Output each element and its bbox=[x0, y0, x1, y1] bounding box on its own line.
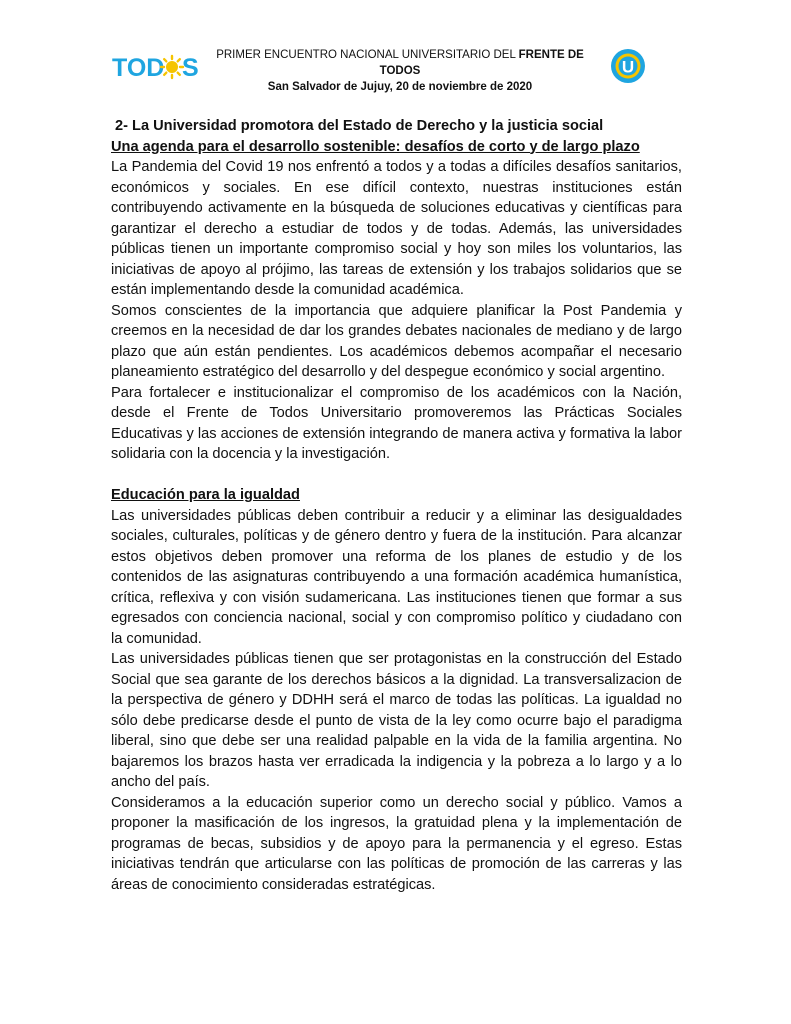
paragraph: Somos conscientes de la importancia que adquiere planificar la Post Pandemia y creemos en la necesidad de dar los grandes debates nacionales de mediano y de largo plazo que aún están pendientes. Los académicos debemos acompañar el necesario planeamiento estratégico del desarrollo y del despegue económico y social argentino. bbox=[111, 302, 682, 380]
document-body bbox=[111, 116, 682, 895]
page-header bbox=[0, 0, 791, 100]
event-date-place: San Salvador de Jujuy, 20 de noviembre de 2020 bbox=[267, 81, 533, 93]
header-title bbox=[200, 47, 600, 95]
paragraph: La Pandemia del Covid 19 nos enfrentó a todos y a todas a difíciles desafíos sanitarios, económicos y sociales. En ese difícil contexto, nuestras instituciones están contribuyendo activamente en la búsqueda de soluciones educativas y científicas para garantizar el derecho a estudiar de todos y de todas. Además, las universidades públicas tienen un importante compromiso social y hoy son miles los voluntarios, las iniciativas de apoyo al prójimo, las tareas de extensión y los trabajos solidarios que se están implementando desde la comunidad académica. bbox=[111, 159, 682, 298]
event-title bbox=[200, 47, 600, 79]
svg-text:TOD: TOD bbox=[112, 54, 165, 82]
svg-text:S: S bbox=[182, 54, 199, 82]
subheading-education-equality: Educación para la igualdad bbox=[111, 487, 300, 503]
frente-de-todos-logo bbox=[112, 50, 197, 82]
subheading-sustainable-agenda: Una agenda para el desarrollo sostenible: desafíos de corto y de largo plazo bbox=[111, 138, 640, 155]
svg-text:U: U bbox=[621, 57, 635, 77]
paragraph: Las universidades públicas tienen que ser protagonistas en la construcción del Estado Social que sea garante de los derechos básicos a la dignidad. La transversalizacion de la perspectiva de género y DDHH será el marco de todas las políticas. La igualdad no sólo debe predicarse desde el punto de vista de la ley como ocurre bajo el paradigma liberal, sino que debe ser una realidad palpable en la vida de la familia argentina. No bajaremos los brazos hasta ver erradicada la indigencia y la pobreza a lo largo y a lo ancho del país. bbox=[111, 651, 682, 790]
paragraph: Las universidades públicas deben contribuir a reducir y a eliminar las desigualdades sociales, culturales, políticas y de género dentro y fuera de la institución. Para alcanzar estos objetivos deben promover una reforma de los planes de estudio y de los contenidos de las asignaturas contribuyendo a una formación académica humanística, crítica, reflexiva y con visión sudamericana. Las instituciones tienen que formar a sus egresados con conciencia nacional, social y con compromiso político y ciudadano con la comunidad. bbox=[111, 507, 682, 647]
paragraph: Para fortalecer e institucionalizar el compromiso de los académicos con la Nación, desde el Frente de Todos Universitario promoveremos las Prácticas Sociales Educativas y las acciones de extensión integrando de manera activa y formativa la labor solidaria con la docencia y la investigación. bbox=[111, 384, 682, 462]
event-title-bold: FRENTE DE TODOS bbox=[379, 49, 584, 77]
section-heading: 2- La Universidad promotora del Estado de Derecho y la justicia social bbox=[115, 118, 604, 134]
event-title-prefix: PRIMER ENCUENTRO NACIONAL UNIVERSITARIO DEL bbox=[216, 49, 519, 61]
spacer bbox=[111, 465, 682, 486]
paragraph: Consideramos a la educación superior como un derecho social y público. Vamos a proponer la masificación de los ingresos, la gratuidad plena y la implementación de programas de becas, subsidios y de apoyo para la permanencia y el egreso. Estas iniciativas tendrán que articularse con las políticas de promoción de las carreras y las áreas de conocimiento consideradas estratégicas. bbox=[111, 794, 682, 893]
peronist-u-logo bbox=[608, 46, 648, 86]
